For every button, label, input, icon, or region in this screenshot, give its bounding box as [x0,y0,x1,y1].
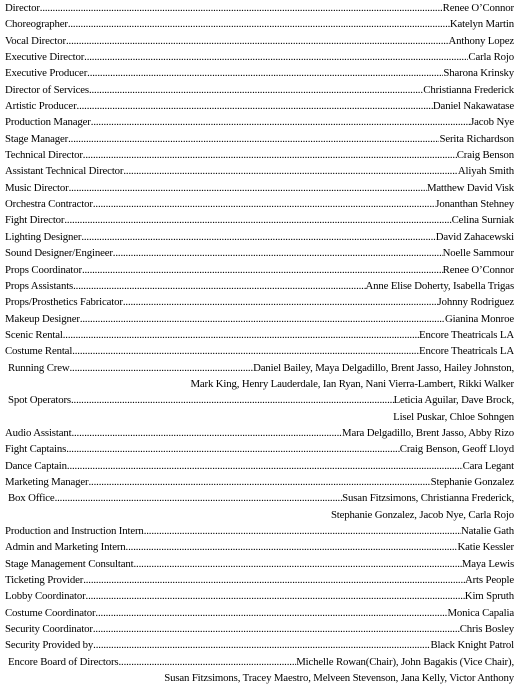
credit-row [5,392,514,408]
credit-role: Props Coordinator [5,263,82,276]
dot-leader [89,82,423,98]
dot-leader [63,327,419,343]
dot-leader [68,16,450,32]
dot-leader [73,278,365,294]
dot-leader [84,49,468,65]
credit-row [5,425,514,441]
credit-name: Craig Benson [456,149,514,162]
credit-name-continued: Susan Fitzsimons, Tracey Maestro, Melveen Stevenson, Jana Kelly, Victor Anthony [164,672,514,685]
credit-name: Katie Kessler [457,541,514,554]
credit-name-continued: Lisel Puskar, Chloe Sohngen [393,410,514,423]
credit-role: Production Manager [5,116,91,129]
credit-row [5,458,514,474]
dot-leader [93,621,460,637]
dot-leader [71,392,394,408]
credit-row [5,360,514,376]
credit-role: Admin and Marketing Intern [5,541,126,554]
credit-role: Director [5,2,40,14]
credit-role: Makeup Designer [5,312,80,325]
credit-name: Daniel Nakawatase [432,100,514,113]
credit-role: Executive Producer [5,67,88,80]
credit-row [5,327,514,343]
credit-name: Renee O’Connor [442,2,514,14]
credit-role: Lobby Coordinator [5,590,86,603]
credit-name: Natalie Gath [460,525,514,537]
credit-role: Marketing Manager [5,475,89,488]
credit-row [5,65,514,81]
credit-name: Anne Elise Doherty, Isabella Trigas [365,279,514,292]
credit-role: Vocal Director [5,34,66,47]
dot-leader [67,458,463,474]
dot-leader [82,262,443,278]
dot-leader [83,572,465,588]
credit-row [5,245,514,261]
credit-name: Jacob Nye [470,116,514,129]
credit-row [5,82,514,98]
credit-row [5,490,514,506]
credit-role: Dance Captain [5,459,67,472]
credit-row [5,49,514,65]
credit-row [5,654,514,670]
credit-name: Sharona Krinsky [443,67,514,80]
credit-name: Monica Capalia [447,606,514,619]
credit-name: Stephanie Gonzalez [430,475,514,488]
dot-leader [83,147,457,163]
credit-row [5,147,514,163]
credit-row [5,278,514,294]
credit-row [5,637,514,653]
dot-leader [95,605,447,621]
credit-row [5,114,514,130]
credit-name: Kim Spruth [464,590,514,603]
credit-row [5,523,514,539]
credit-role: Sound Designer/Engineer [5,247,113,260]
dot-leader [123,294,438,310]
credit-role: Props Assistants [5,279,74,292]
dot-leader [69,180,427,196]
credit-name: Serita Richardson [439,132,514,145]
credit-row [5,441,514,457]
credit-name: Katelyn Martin [449,18,514,31]
credit-row [5,33,514,49]
dot-leader [55,490,343,506]
credit-role: Lighting Designer [5,230,82,243]
dot-leader [40,0,443,16]
credit-row [5,16,514,32]
credit-name: Cara Legant [462,459,514,472]
credit-name: Maya Lewis [461,557,514,570]
credit-row [5,229,514,245]
dot-leader [89,474,431,490]
credit-name: Craig Benson, Geoff Lloyd [399,443,514,456]
dot-leader [126,539,458,555]
credit-role: Ticketing Provider [5,574,84,587]
credit-role: Security Provided by [5,639,94,652]
dot-leader [86,588,465,604]
dot-leader [77,98,433,114]
credit-role: Fight Director [5,214,65,227]
dot-leader [93,637,430,653]
credit-name: Anthony Lopez [448,34,514,47]
credit-name: Johnny Rodriguez [437,296,514,309]
dot-leader [66,33,449,49]
credit-role: Director of Services [5,83,89,96]
dot-leader [87,65,443,81]
credit-role: Encore Board of Directors [8,655,119,668]
dot-leader [134,556,462,572]
credit-row [5,212,514,228]
credit-name: Jonanthan Stehney [435,198,514,211]
dot-leader [71,425,342,441]
credit-role: Production and Instruction Intern [5,525,144,537]
credit-row [5,262,514,278]
credit-row [5,294,514,310]
credit-name: David Zahacewski [435,230,514,243]
dot-leader [123,163,458,179]
credit-name: Gianina Monroe [445,312,514,325]
credit-role: Technical Director [5,149,83,162]
credit-role: Choreographer [5,18,68,31]
dot-leader [64,212,451,228]
credit-name: Encore Theatricals LA [419,328,514,341]
credit-role: Fight Captains [5,443,67,456]
credit-name: Matthew David Visk [426,181,514,194]
credit-name: Celina Surniak [451,214,514,227]
credit-role: Props/Prosthetics Fabricator [5,296,123,309]
credit-name-continued: Mark King, Henry Lauderdale, Ian Ryan, Nani Vierra-Lambert, Rikki Walker [190,377,514,390]
credit-row [5,621,514,637]
credit-row [5,98,514,114]
credit-role: Costume Rental [5,345,73,358]
credit-row [5,196,514,212]
credit-name-continued: Stephanie Gonzalez, Jacob Nye, Carla Rojo [330,508,514,521]
credit-name: Leticia Aguilar, Dave Brock, [393,394,514,407]
credit-role: Running Crew [8,361,70,374]
credit-row [5,343,514,359]
credit-row [5,131,514,147]
dot-leader [80,311,445,327]
credit-row [5,474,514,490]
credit-name: Mara Delgadillo, Brent Jasso, Abby Rizo [342,426,514,439]
credit-role: Costume Coordinator [5,606,96,619]
credit-role: Scenic Rental [5,328,63,341]
credit-name: Michelle Rowan(Chair), John Bagakis (Vice Chair), [296,655,514,668]
dot-leader [69,360,253,376]
credit-name: Black Knight Patrol [430,639,514,652]
credit-row [5,556,514,572]
credit-row [5,0,514,16]
credit-role: Assistant Technical Director [5,165,124,178]
dot-leader [93,196,435,212]
credit-role: Box Office [8,492,55,505]
credit-name: Christianna Frederick [423,83,514,96]
credit-role: Music Director [5,181,69,194]
credit-name: Noelle Sammour [442,247,514,260]
credit-row [5,163,514,179]
dot-leader [144,523,461,539]
credit-name: Encore Theatricals LA [419,345,514,358]
credit-name: Renee O’Connor [442,263,514,276]
credit-role: Spot Operators [8,394,71,407]
credit-name: Daniel Bailey, Maya Delgadillo, Brent Jasso, Hailey Johnston, [253,361,514,374]
credit-name: Aliyah Smith [457,165,514,178]
credit-role: Artistic Producer [5,100,77,113]
credit-row [5,605,514,621]
credit-name: Susan Fitzsimons, Christianna Frederick, [342,492,514,505]
dot-leader [68,131,439,147]
credit-role: Orchestra Contractor [5,198,93,211]
dot-leader [81,229,435,245]
credit-row [5,572,514,588]
credit-row [5,588,514,604]
dot-leader [72,343,419,359]
dot-leader [118,654,296,670]
credit-role: Audio Assistant [5,426,72,439]
dot-leader [66,441,400,457]
credit-name: Chris Bosley [459,623,514,636]
credit-name: Carla Rojo [468,51,514,64]
credit-role: Executive Director [5,51,85,64]
credit-row [5,311,514,327]
credit-row [5,180,514,196]
dot-leader [91,114,470,130]
credit-row [5,539,514,555]
credit-name: Arts People [464,574,514,587]
credit-role: Stage Management Consultant [5,557,134,570]
credit-role: Stage Manager [5,132,69,145]
dot-leader [113,245,443,261]
credit-role: Security Coordinator [5,623,93,636]
